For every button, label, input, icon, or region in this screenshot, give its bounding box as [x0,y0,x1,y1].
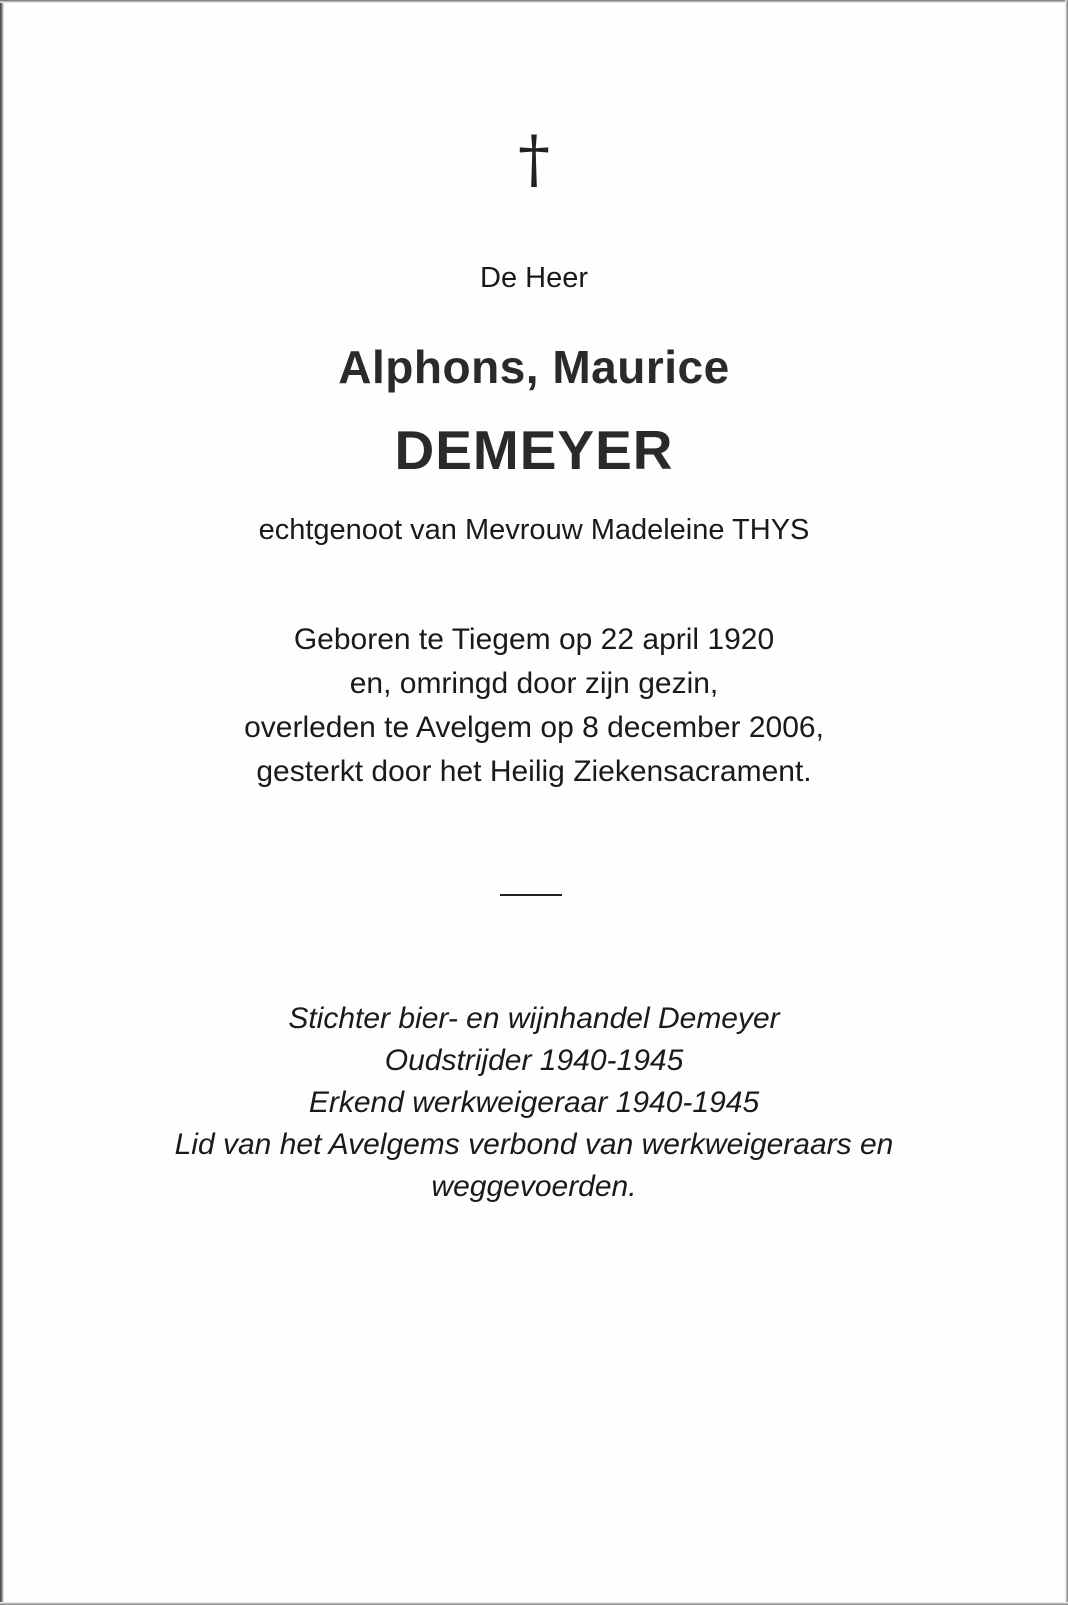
bio-line: Oudstrijder 1940-1945 [384,1044,684,1077]
cross-icon: † [518,123,550,197]
birth-line: Geboren te Tiegem op 22 april 1920 [293,623,775,656]
bio-line: Lid van het Avelgems verbond van werkweigeraars en [174,1128,894,1161]
bio-line: weggevoerden. [431,1170,637,1203]
spouse-line: echtgenoot van Mevrouw Madeleine THYS [258,514,810,546]
deceased-surname: DEMEYER [394,419,674,481]
death-line: overleden te Avelgem op 8 december 2006, [244,711,824,744]
honorific-title: De Heer [480,262,588,294]
family-line: en, omringd door zijn gezin, [349,667,719,700]
scan-edge-top [0,0,1068,3]
deceased-first-names: Alphons, Maurice [338,341,730,393]
bio-line: Erkend werkweigeraar 1940-1945 [308,1086,760,1119]
section-divider [500,894,562,896]
biography [0,998,1068,1208]
bio-line: Stichter bier- en wijnhandel Demeyer [288,1002,780,1035]
sacrament-line: gesterkt door het Heilig Ziekensacrament. [256,755,812,788]
life-details [0,618,1068,794]
scan-edge-left [0,0,4,1605]
